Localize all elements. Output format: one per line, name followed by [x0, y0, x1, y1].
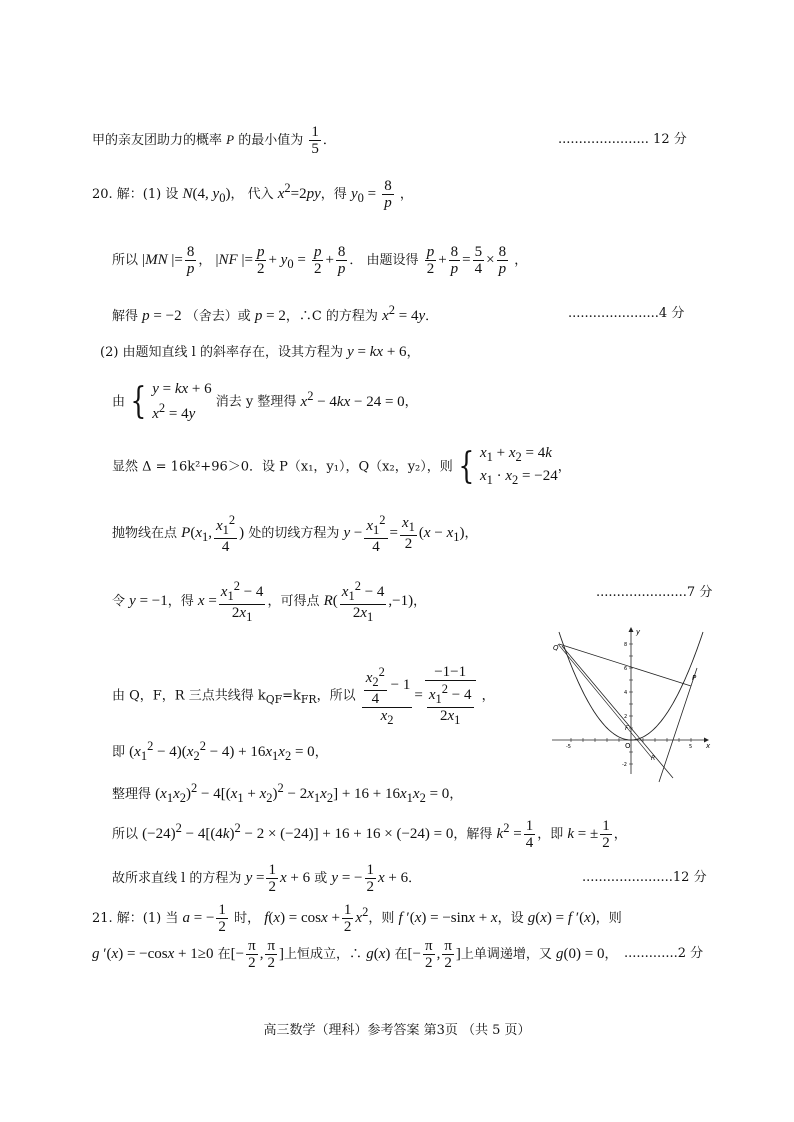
fraction: $\frac{1}{2}$ [218, 902, 226, 935]
fraction: $\frac{\pi}{2}$ [444, 938, 452, 971]
q20-part2-line: (2) 由题知直线 l 的斜率存在，设其方程为 y = kx + 6， [100, 344, 420, 360]
point-f-label: F [625, 725, 629, 732]
fraction: $\frac{p}{2}$ [256, 244, 265, 277]
score-marker: ......................4 分 [568, 306, 685, 321]
equation-line: 即 $(x_1^2 - 4)(x_2^2 - 4) + 16x_1x_2 = 0$， [112, 739, 328, 763]
fraction: $\frac{1}{4}$ [525, 818, 534, 851]
equation-line: 整理得 $(x_1x_2)^2 - 4[(x_1 + x_2)^2 - 2x_1x_2] + 16 + 16x_1x_2 = 0$， [112, 781, 463, 805]
fraction: $\frac{x_1^2 - 4}{2x_1}$ [220, 579, 264, 624]
tick-label: -5 [566, 744, 571, 750]
q20-line-1: 20. 解：(1) 设 N(4, $y_0$)， 代入 $x^2=2py$，得 $y_0$ = $\frac{8}{p}$ ， [92, 178, 413, 211]
y-axis-label: y [636, 628, 641, 636]
point-r-label: R [651, 755, 656, 762]
page-footer: 高三数学（理科）参考答案 第3页 （共 5 页） [263, 1023, 531, 1038]
fraction: $\frac{5}{4}$ [474, 244, 483, 277]
fraction: $\frac{1}{2}$ [268, 862, 276, 895]
system-line: 由 { y = kx + 6 $x^2 = 4y$ 消去 y 整理得 $x^2 - 4kx - 24 = 0$， [112, 381, 418, 422]
fraction: $\frac{8}{p}$ [186, 244, 195, 277]
score-marker: .............2 分 [624, 946, 704, 961]
x-axis-label: x [706, 742, 711, 750]
fraction: $\frac{8}{p}$ [498, 244, 507, 277]
fraction: $\frac{1}{2}$ [602, 818, 610, 851]
tick-label: 8 [624, 642, 628, 648]
fraction: $\frac{\pi}{2}$ [248, 938, 256, 971]
tick-label: 4 [624, 690, 628, 696]
q20-line-2: 所以 |MN |= $\frac{8}{p}$ ， |NF |= $\frac{p}{2}$ + $y_0$ = $\frac{p}{2}$ + $\frac{8}{p}$ ． 由题设得 $\frac{p}{2}$ + $\frac{8}{p}$ = $\frac{5}{4}$ × $\frac{8}{p}$ ， [112, 244, 528, 277]
q21-line-2: g ′(x) = −cosx + 1≥0 在[− $\frac{\pi}{2}$ , $\frac{\pi}{2}$ ]上恒成立，∴ g(x) 在[− $\frac{\pi}{2}$ , $\frac{\pi}{2}$ ]上单调递增，又 g(0) = 0， [92, 938, 618, 971]
fraction: $\frac{1}{2}$ [366, 862, 374, 895]
r-point-line: 令 y = −1，得 x = $\frac{x_1^2 - 4}{2x_1}$ ，可得点 R( $\frac{x_1^2 - 4}{2x_1}$ ,−1)， [112, 579, 427, 624]
fraction: $\frac{x_1^2}{4}$ [216, 513, 236, 555]
fraction: $\frac{8}{p}$ [450, 244, 459, 277]
fraction: $\frac{\pi}{2}$ [267, 938, 276, 971]
fraction: $\frac{p}{2}$ [426, 244, 435, 277]
tick-label: 2 [624, 714, 628, 720]
fraction: $\frac{8}{p}$ [337, 244, 346, 277]
q21-line-1: 21. 解：(1) 当 a = − $\frac{1}{2}$ 时， f(x) = cosx + $\frac{1}{2}$ $x^2$，则 f ′(x) = −sinx + x，设 g(x) = f ′(x)，则 [92, 902, 622, 935]
tangent-at-p [659, 668, 697, 782]
score-marker: ......................12 分 [582, 870, 707, 885]
fraction: $\frac{1}{2}$ [343, 902, 352, 935]
line-pq [559, 644, 691, 686]
fraction: $\frac{x_1^2}{4}$ [366, 513, 386, 555]
collinear-line: 由 Q，F，R 三点共线得 $k_{QF}=k_{FR}$，所以 $\frac{x_2^2}{4}$ − 1 $x_2$ = $\frac{-1-1}{\frac{x_1^2 - 4}{2x_1}}$ ， [112, 664, 495, 727]
tangent-at-q [558, 644, 652, 758]
tick-label: 6 [624, 666, 628, 672]
tangent-line: 抛物线在点 $P(x_1$, $\frac{x_1^2}{4}$ ) 处的切线方程为 y − $\frac{x_1^2}{4}$ = $\frac{x_1}{2}$ $(x - x_1)$， [112, 513, 478, 555]
fraction: $\frac{p}{2}$ [313, 244, 322, 277]
vieta-line: 显然 Δ = 16k²+96＞0．设 P（x₁，y₁），Q（x₂，y₂），则 { $x_1 + x_2 = 4k$ $x_1 \cdot x_2 = -24$ ， [112, 445, 571, 487]
origin-label: O [625, 742, 631, 750]
point-q-label: Q [553, 644, 559, 652]
fraction: $\frac{-1-1}{\frac{x_1^2 - 4}{2x_1}}$ [425, 664, 476, 728]
point-p-label: P [692, 674, 697, 682]
score-marker: ...................... 12 分 [558, 132, 687, 147]
q20-line-3: 解得 p = −2 （舍去）或 p = 2，∴C 的方程为 $x^2 = 4y$． [112, 303, 439, 324]
fraction: $\frac{x_1^2 - 4}{2x_1}$ [341, 579, 385, 624]
answer-line: 故所求直线 l 的方程为 y = $\frac{1}{2}$ x + 6 或 y = − $\frac{1}{2}$ x + 6． [112, 862, 422, 895]
fraction: $\frac{8}{p}$ [384, 178, 392, 211]
line-qf [562, 646, 673, 778]
score-marker: ......................7 分 [596, 585, 713, 600]
fraction: $\frac{1}{5}$ [311, 124, 319, 157]
conclusion-line: 甲的亲友团助力的概率 P 的最小值为 $\frac{1}{5}$ ． [92, 124, 336, 157]
fraction: $\frac{\pi}{2}$ [424, 938, 433, 971]
tick-label: 5 [689, 744, 693, 750]
fraction: $\frac{x_2^2}{4}$ − 1 $x_2$ [362, 664, 413, 728]
tick-label: -2 [622, 762, 627, 768]
fraction: $\frac{x_1}{2}$ [402, 515, 415, 552]
solution-line: 所以 $(-24)^2 - 4[(4k)^2 - 2 \times (-24)] + 16 + 16 \times (-24) = 0$，解得 $k^2$ = $\frac{1}{4}$ ，即 k = ± $\frac{1}{2}$ ， [112, 818, 627, 851]
parabola-figure [548, 624, 712, 784]
